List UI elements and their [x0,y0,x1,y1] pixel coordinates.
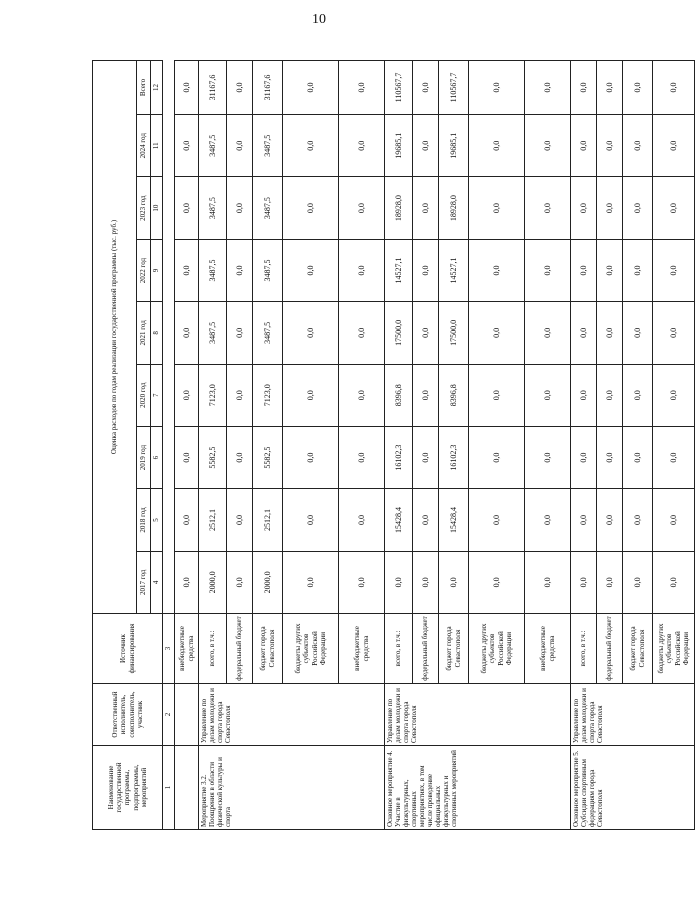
value-cell: 0,0 [597,61,623,115]
value-cell: 0,0 [339,61,385,115]
value-cell: 3487,5 [253,239,283,301]
value-cell: 0,0 [339,551,385,613]
header-group: Оценка расходов по годам реализации государственной программы (тыс. руб.) [93,61,137,614]
value-cell: 0,0 [597,551,623,613]
table-body [175,61,695,830]
value-cell: 0,0 [597,239,623,301]
value-cell: 0,0 [597,115,623,177]
value-cell: 2000,0 [253,551,283,613]
table-row [385,61,413,830]
value-cell: 0,0 [469,489,525,551]
value-cell: 0,0 [469,115,525,177]
activity-name-cell: Основное мероприятие 5. Субсидии спортивным федерациям города Севастополя [571,746,695,830]
source-cell: бюджет города Севастополя [439,614,469,684]
value-cell: 110567,7 [385,61,413,115]
value-cell: 0,0 [469,239,525,301]
executor-cell: Управление по делам молодежи и спорта города Севастополя [199,684,385,746]
source-cell: всего, в т.ч.: [385,614,413,684]
year-header: 2024 год [137,115,151,177]
value-cell: 0,0 [653,364,695,426]
index-cell: 1 [163,746,175,830]
value-cell: 0,0 [175,489,199,551]
value-cell: 0,0 [623,61,653,115]
value-cell: 19685,1 [385,115,413,177]
value-cell: 0,0 [339,489,385,551]
value-cell: 0,0 [227,61,253,115]
value-cell: 0,0 [525,302,571,364]
value-cell: 0,0 [227,364,253,426]
value-cell: 0,0 [439,551,469,613]
value-cell: 0,0 [571,115,597,177]
value-cell: 0,0 [283,551,339,613]
value-cell: 0,0 [339,239,385,301]
value-cell: 0,0 [413,426,439,488]
page-number: 10 [312,12,326,27]
source-cell: федеральный бюджет [597,614,623,684]
activity-name-cell: Мероприятие 3.2. Поощрения в области физической культуры и спорта [199,746,385,830]
header-source: Источник финансирования [93,614,163,684]
value-cell: 2512,1 [199,489,227,551]
activity-name-cell [175,746,199,830]
index-cell: 3 [163,614,175,684]
year-header: 2020 год [137,364,151,426]
value-cell: 14527,1 [439,239,469,301]
value-cell: 0,0 [469,177,525,239]
value-cell: 0,0 [525,364,571,426]
value-cell: 8396,8 [385,364,413,426]
value-cell: 0,0 [571,426,597,488]
value-cell: 0,0 [571,177,597,239]
value-cell: 0,0 [227,426,253,488]
year-header: 2021 год [137,302,151,364]
source-cell: бюджеты других субъектов Российской Федерации [653,614,695,684]
value-cell: 2000,0 [199,551,227,613]
value-cell: 3487,5 [199,302,227,364]
value-cell: 0,0 [571,364,597,426]
value-cell: 0,0 [623,239,653,301]
source-cell: бюджет города Севастополя [253,614,283,684]
header-name: Наименование государственной программы, подпрограммы, мероприятий [93,746,163,830]
value-cell: 0,0 [653,177,695,239]
value-cell: 3487,5 [253,177,283,239]
value-cell: 110567,7 [439,61,469,115]
value-cell: 0,0 [597,489,623,551]
value-cell: 7123,0 [199,364,227,426]
value-cell: 3487,5 [199,177,227,239]
value-cell: 0,0 [283,61,339,115]
value-cell: 0,0 [227,115,253,177]
year-header: 2018 год [137,489,151,551]
value-cell: 0,0 [175,364,199,426]
value-cell: 0,0 [227,239,253,301]
value-cell: 5582,5 [253,426,283,488]
value-cell: 0,0 [597,364,623,426]
value-cell: 0,0 [413,177,439,239]
value-cell: 5582,5 [199,426,227,488]
activity-name-cell: Основное мероприятие 4. Участие в физкультурных, спортивных мероприятиях, в том числе проведение официальных физкультурных и спортивных мероприятий [385,746,571,830]
index-cell: 12 [151,61,163,115]
value-cell: 0,0 [623,302,653,364]
source-cell: бюджеты других субъектов Российской Федерации [469,614,525,684]
value-cell: 0,0 [175,239,199,301]
value-cell: 0,0 [283,177,339,239]
value-cell: 7123,0 [253,364,283,426]
source-cell: федеральный бюджет [227,614,253,684]
value-cell: 0,0 [227,551,253,613]
value-cell: 0,0 [653,489,695,551]
value-cell: 0,0 [469,61,525,115]
executor-cell: Управление по делам молодежи и спорта города Севастополя [385,684,571,746]
value-cell: 3487,5 [199,239,227,301]
table-row [571,61,597,830]
value-cell: 0,0 [623,551,653,613]
value-cell: 14527,1 [385,239,413,301]
value-cell: 0,0 [227,302,253,364]
value-cell: 0,0 [653,426,695,488]
value-cell: 0,0 [385,551,413,613]
index-cell: 8 [151,302,163,364]
budget-table [92,60,695,830]
index-cell: 11 [151,115,163,177]
index-cell: 9 [151,239,163,301]
value-cell: 0,0 [175,426,199,488]
index-cell: 7 [151,364,163,426]
year-header: 2017 год [137,551,151,613]
value-cell: 3487,5 [253,302,283,364]
value-cell: 0,0 [653,61,695,115]
value-cell: 0,0 [413,302,439,364]
value-cell: 0,0 [283,364,339,426]
value-cell: 0,0 [653,302,695,364]
source-cell: внебюджетные средства [175,614,199,684]
value-cell: 0,0 [525,489,571,551]
value-cell: 0,0 [469,551,525,613]
value-cell: 0,0 [469,364,525,426]
value-cell: 0,0 [653,115,695,177]
value-cell: 0,0 [339,426,385,488]
value-cell: 0,0 [283,489,339,551]
value-cell: 8396,8 [439,364,469,426]
value-cell: 3487,5 [199,115,227,177]
value-cell: 0,0 [623,364,653,426]
value-cell: 18928,0 [385,177,413,239]
value-cell: 0,0 [339,302,385,364]
value-cell: 0,0 [525,177,571,239]
value-cell: 3487,5 [253,115,283,177]
source-cell: внебюджетные средства [339,614,385,684]
value-cell: 0,0 [175,61,199,115]
value-cell: 0,0 [469,302,525,364]
value-cell: 0,0 [339,177,385,239]
value-cell: 0,0 [653,239,695,301]
value-cell: 31167,6 [199,61,227,115]
value-cell: 0,0 [525,551,571,613]
year-header: 2023 год [137,177,151,239]
value-cell: 0,0 [525,61,571,115]
value-cell: 0,0 [571,61,597,115]
value-cell: 0,0 [175,177,199,239]
value-cell: 0,0 [283,115,339,177]
value-cell: 0,0 [227,489,253,551]
source-cell: всего, в т.ч.: [199,614,227,684]
value-cell: 0,0 [413,364,439,426]
rotated-budget-table [92,60,690,830]
header-executor: Ответственный исполнитель, соисполнитель, участник [93,684,163,746]
index-filler [163,61,175,614]
value-cell: 0,0 [525,239,571,301]
value-cell: 0,0 [571,302,597,364]
value-cell: 0,0 [571,239,597,301]
value-cell: 17500,0 [439,302,469,364]
value-cell: 0,0 [175,115,199,177]
value-cell: 0,0 [525,115,571,177]
value-cell: 0,0 [623,177,653,239]
value-cell: 0,0 [525,426,571,488]
executor-cell [175,684,199,746]
value-cell: 0,0 [623,489,653,551]
value-cell: 0,0 [413,61,439,115]
value-cell: 0,0 [339,115,385,177]
year-header: 2019 год [137,426,151,488]
value-cell: 0,0 [623,115,653,177]
value-cell: 2512,1 [253,489,283,551]
value-cell: 0,0 [175,551,199,613]
value-cell: 0,0 [413,239,439,301]
index-cell: 6 [151,426,163,488]
value-cell: 0,0 [283,426,339,488]
index-cell: 10 [151,177,163,239]
source-cell: внебюджетные средства [525,614,571,684]
value-cell: 0,0 [227,177,253,239]
year-header: Всего [137,61,151,115]
value-cell: 16102,3 [439,426,469,488]
value-cell: 0,0 [469,426,525,488]
value-cell: 18928,0 [439,177,469,239]
executor-cell: Управление по делам молодежи и спорта города Севастополя [571,684,695,746]
value-cell: 0,0 [623,426,653,488]
value-cell: 0,0 [413,551,439,613]
value-cell: 0,0 [283,302,339,364]
index-cell: 2 [163,684,175,746]
value-cell: 15428,4 [439,489,469,551]
value-cell: 0,0 [339,364,385,426]
value-cell: 0,0 [571,551,597,613]
value-cell: 0,0 [413,489,439,551]
table-row [175,61,199,830]
value-cell: 0,0 [653,551,695,613]
value-cell: 19685,1 [439,115,469,177]
value-cell: 31167,6 [253,61,283,115]
value-cell: 16102,3 [385,426,413,488]
value-cell: 15428,4 [385,489,413,551]
source-cell: бюджет города Севастополя [623,614,653,684]
source-cell: бюджеты других субъектов Российской Федерации [283,614,339,684]
value-cell: 0,0 [597,177,623,239]
value-cell: 0,0 [597,302,623,364]
table-row [199,61,227,830]
value-cell: 0,0 [571,489,597,551]
source-cell: всего, в т.ч.: [571,614,597,684]
value-cell: 0,0 [413,115,439,177]
value-cell: 17500,0 [385,302,413,364]
value-cell: 0,0 [597,426,623,488]
source-cell: федеральный бюджет [413,614,439,684]
index-cell: 5 [151,489,163,551]
value-cell: 0,0 [175,302,199,364]
index-cell: 4 [151,551,163,613]
year-header: 2022 год [137,239,151,301]
value-cell: 0,0 [283,239,339,301]
